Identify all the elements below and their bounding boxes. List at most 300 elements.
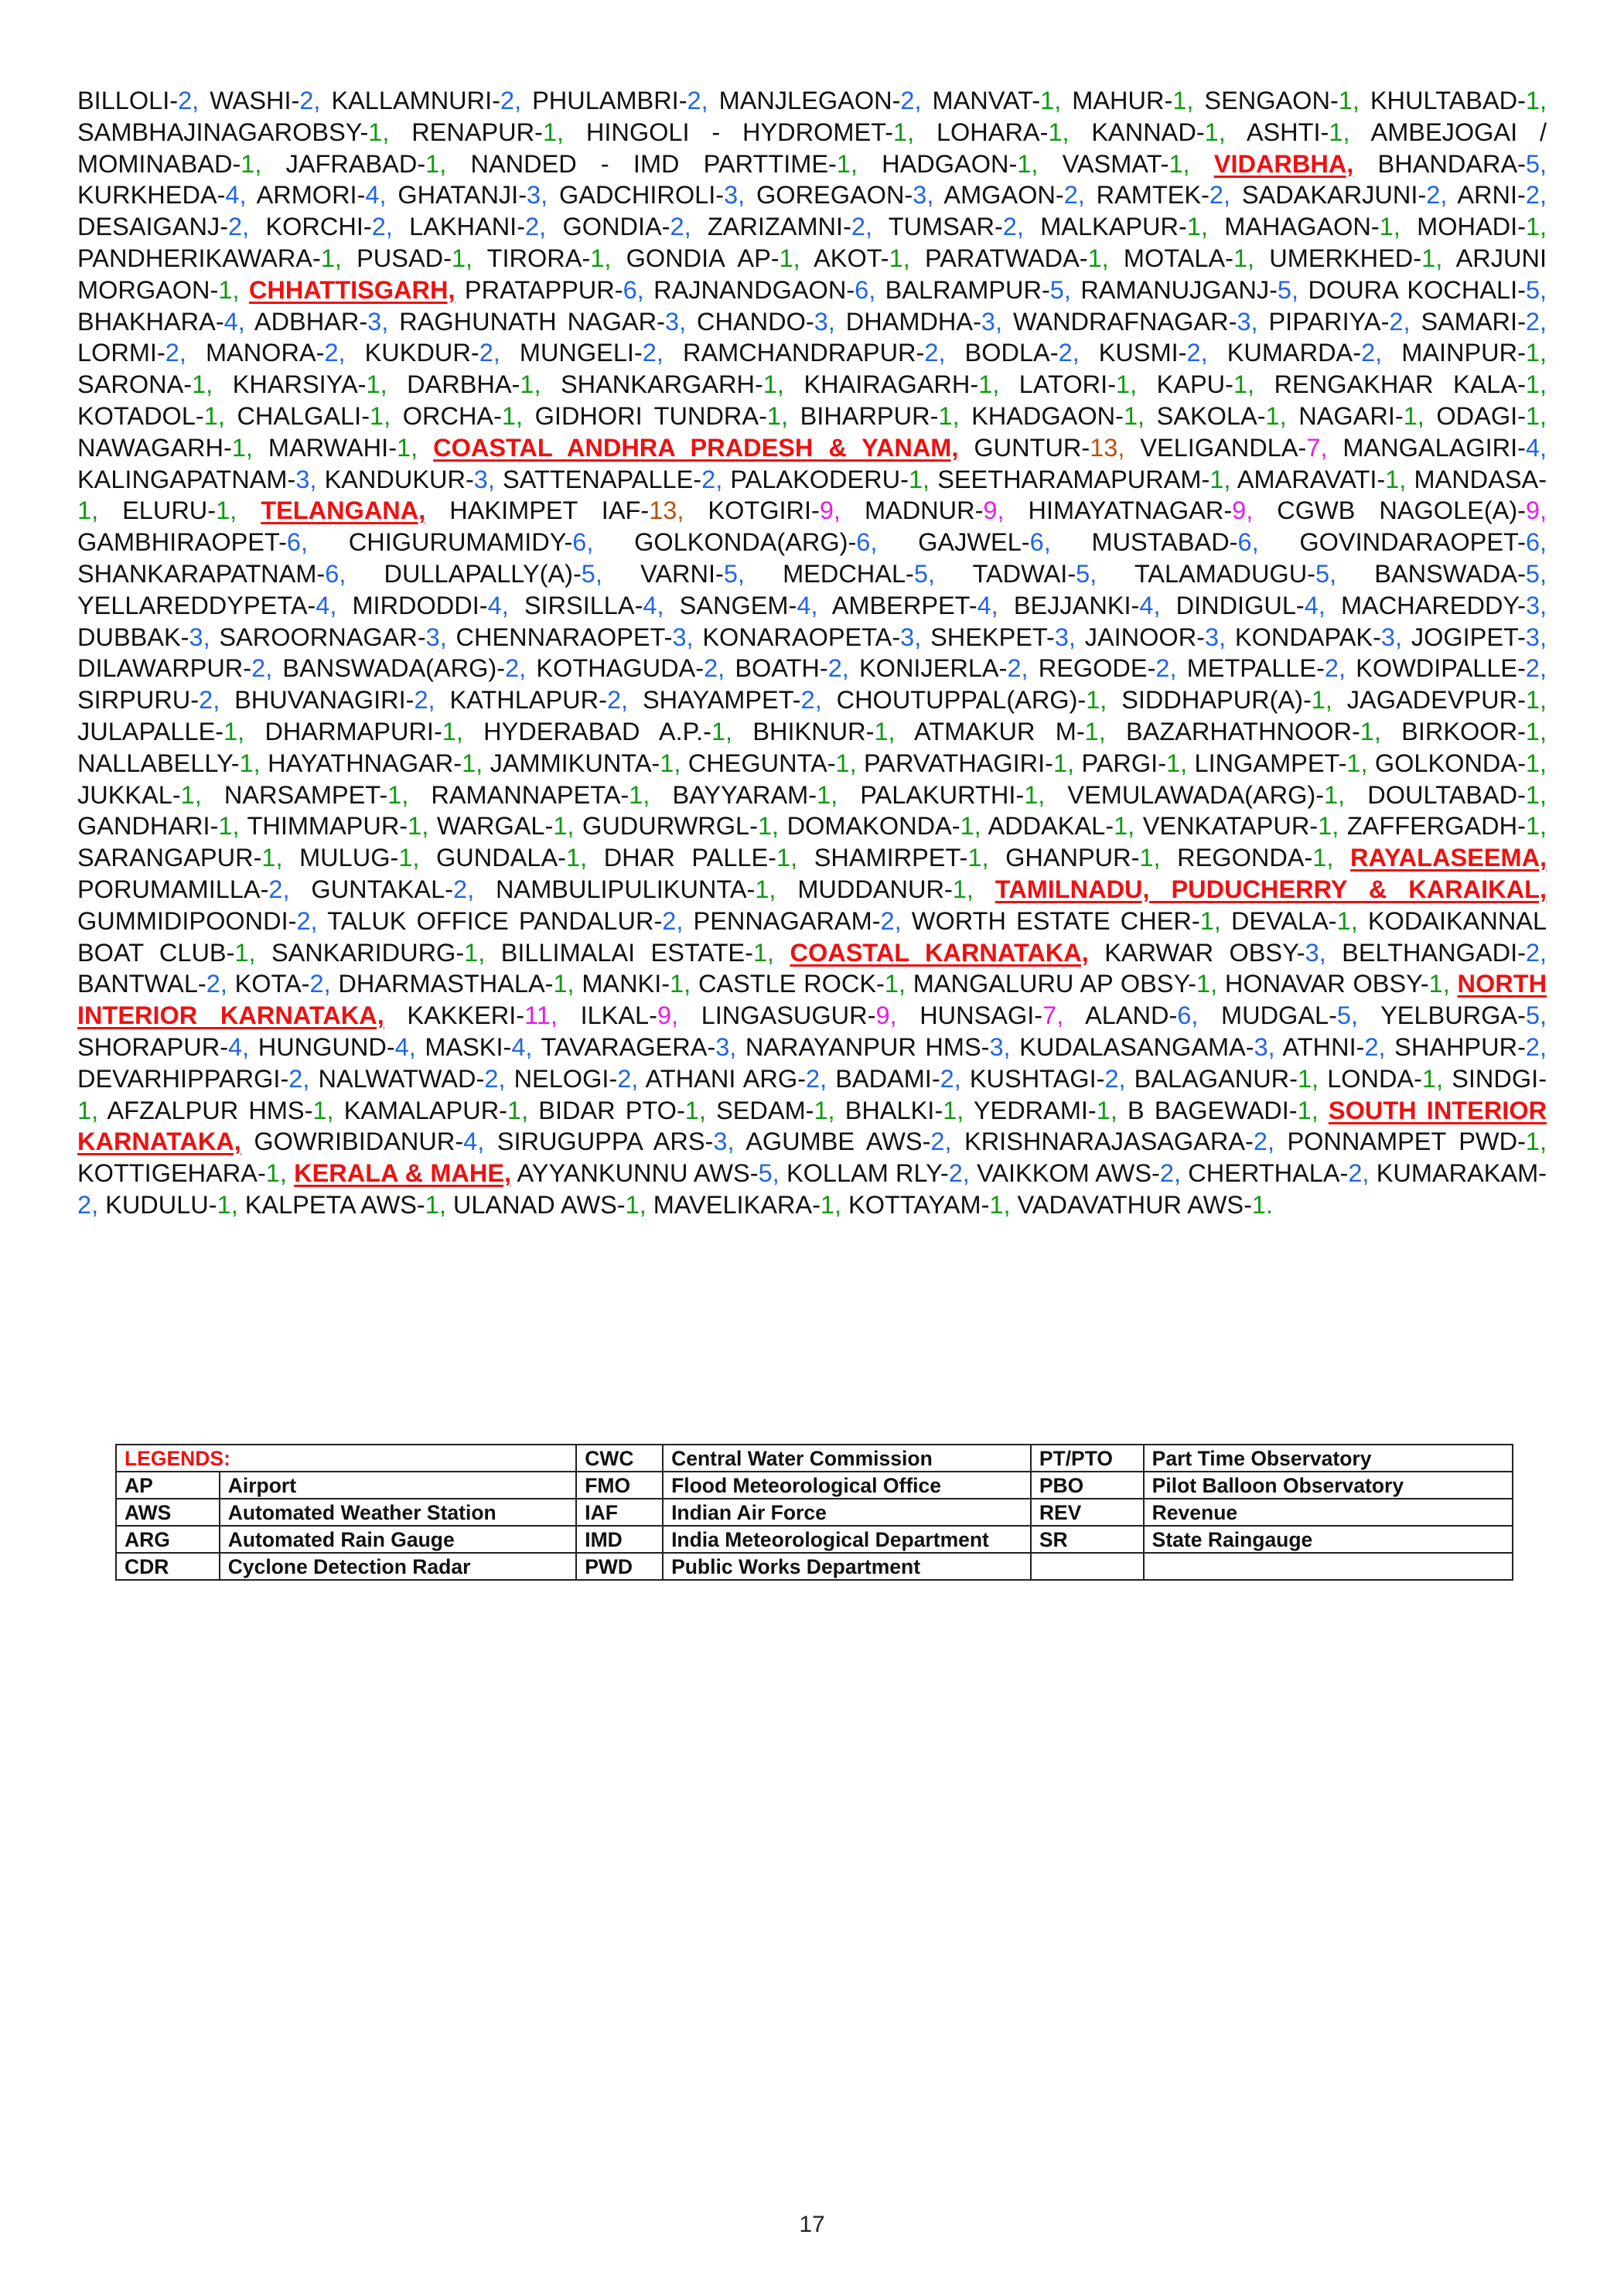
station-entry: KONARAOPETA-3, <box>702 623 922 651</box>
station-rainfall-value: 2 <box>299 87 314 114</box>
station-name: GONDIA <box>562 213 662 241</box>
station-entry: MARWAHI-1, <box>268 433 418 462</box>
station-entry: DOULTABAD-1, <box>1367 780 1547 809</box>
station-name: YELBURGA <box>1380 1001 1518 1030</box>
station-name: B BAGEWADI <box>1128 1096 1289 1124</box>
station-entry: VELIGANDLA-7, <box>1140 433 1328 462</box>
station-name: DHAR PALLE <box>603 844 769 872</box>
station-entry: BAYYARAM-1, <box>672 780 838 809</box>
station-name: JOGIPET <box>1411 623 1518 651</box>
station-rainfall-value: 2 <box>940 1064 954 1093</box>
station-entry: AKOT-1, <box>814 244 910 272</box>
station-rainfall-value: 1 <box>218 275 233 304</box>
station-entry: YELBURGA-5, <box>1380 1001 1547 1030</box>
station-rainfall-value: 2 <box>251 654 266 683</box>
station-rainfall-value: 1 <box>1172 87 1187 114</box>
station-name: SHANKARAPATNAM <box>77 559 317 588</box>
station-name: GOVINDARAOPET <box>1299 528 1518 557</box>
station-name: ATHNI <box>1282 1032 1356 1061</box>
station-entry: MOHADI-1, <box>1417 213 1547 241</box>
station-rainfall-value: 3 <box>1380 623 1395 651</box>
station-entry: KANDUKUR-3, <box>324 465 495 493</box>
station-name: ADDAKAL <box>988 812 1106 841</box>
station-rainfall-value: 9 <box>1525 496 1540 525</box>
station-rainfall-value: 2 <box>1155 654 1170 683</box>
station-name: JAFRABAD <box>285 149 418 178</box>
station-rainfall-value: 1 <box>1209 465 1224 493</box>
station-entry: BALRAMPUR-5, <box>885 275 1071 304</box>
station-name: DOULTABAD <box>1367 780 1518 809</box>
station-rainfall-value: 5 <box>723 559 738 588</box>
station-entry: REGONDA-1, <box>1177 844 1334 872</box>
station-name: DHAMDHA <box>845 307 974 336</box>
legend-description: Revenue <box>1144 1499 1513 1526</box>
station-entry: GOWRIBIDANUR-4, <box>254 1128 485 1156</box>
station-rainfall-value: 9 <box>657 1001 672 1030</box>
station-rainfall-value: 1 <box>1525 812 1540 841</box>
station-entry: BEJJANKI-4, <box>1013 591 1161 619</box>
station-entry: ODAGI-1, <box>1436 401 1547 430</box>
station-rainfall-value: 1 <box>565 844 581 872</box>
station-entry: KOLLAM RLY-2, <box>786 1159 970 1188</box>
station-name: SIRPURU <box>77 686 191 715</box>
station-rainfall-value: 1 <box>1525 780 1540 809</box>
station-entry: BILLIMALAI ESTATE-1, <box>500 938 775 967</box>
station-entry: KHADGAON-1, <box>971 401 1145 430</box>
station-entry: TAVARAGERA-3, <box>541 1032 737 1061</box>
station-name: ORCHA <box>402 401 494 430</box>
station-entry: DILAWARPUR-2, <box>77 654 273 683</box>
station-rainfall-value: 1 <box>1525 339 1540 367</box>
station-name: AYYANKUNNU AWS <box>517 1159 750 1188</box>
station-rainfall-value: 2 <box>324 339 339 367</box>
station-name: KOWDIPALLE <box>1356 654 1518 683</box>
station-entry: NAMBULIPULIKUNTA-1, <box>496 875 776 903</box>
station-entry: SIRUGUPPA ARS-3, <box>496 1128 735 1156</box>
station-entry: KUDULU-1, <box>105 1190 238 1219</box>
station-rainfall-value: 3 <box>1525 623 1540 651</box>
station-rainfall-value: 4 <box>1304 591 1319 619</box>
station-rainfall-value: 1 <box>660 749 674 777</box>
station-entry: KOTTIGEHARA-1, <box>77 1159 287 1188</box>
station-entry: MUNGELI-2, <box>519 339 664 367</box>
station-name: KONIJERLA <box>859 654 999 683</box>
station-entry: PONNAMPET PWD-1, <box>1287 1128 1547 1156</box>
station-rainfall-value: 6 <box>1237 528 1252 557</box>
station-name: BHUVANAGIRI <box>234 686 406 715</box>
station-entry: VENKATAPUR-1, <box>1142 812 1339 841</box>
station-rainfall-value: 3 <box>981 307 995 336</box>
station-rainfall-value: 2 <box>1389 307 1404 336</box>
station-rainfall-value: 1 <box>1123 401 1138 430</box>
station-entry: HUNGUND-4, <box>258 1032 416 1061</box>
station-rainfall-value: 1 <box>462 749 476 777</box>
station-rainfall-value: 1 <box>1196 970 1211 998</box>
station-name: HAYATHNAGAR <box>268 749 454 777</box>
legend-abbreviation: PT/PTO <box>1031 1445 1144 1472</box>
station-name: BAZARHATHNOOR <box>1126 717 1352 745</box>
station-entry: MADNUR-9, <box>864 496 1005 525</box>
station-name: SHAMIRPET <box>814 844 960 872</box>
station-entry: GADCHIROLI-3, <box>558 181 745 210</box>
station-entry: SHAMIRPET-1, <box>814 844 989 872</box>
station-name: MAINPUR <box>1401 339 1518 367</box>
station-name: GUNDALA <box>436 844 558 872</box>
station-name: GHATANJI <box>397 181 519 210</box>
station-name: AFZALPUR HMS <box>107 1096 305 1124</box>
station-rainfall-value: 1 <box>1346 749 1361 777</box>
station-name: SARONA <box>77 370 184 399</box>
station-rainfall-list <box>77 85 1547 1221</box>
station-rainfall-value: 1 <box>1297 1064 1312 1093</box>
station-name: ARMORI <box>256 181 357 210</box>
station-rainfall-value: 3 <box>1305 938 1319 967</box>
station-entry: SIRPURU-2, <box>77 686 220 715</box>
station-rainfall-value: 6 <box>572 528 587 557</box>
legend-description: Flood Meteorological Office <box>663 1472 1031 1499</box>
station-entry: SENGAON-1, <box>1204 87 1360 114</box>
station-name: WANDRAFNAGAR <box>1012 307 1229 336</box>
station-rainfall-value: 1 <box>218 812 233 841</box>
station-entry: TUMSAR-2, <box>888 213 1024 241</box>
station-rainfall-value: 2 <box>414 686 428 715</box>
station-rainfall-value: 3 <box>527 181 541 210</box>
station-name: GIDHORI TUNDRA <box>534 401 759 430</box>
station-rainfall-value: 1 <box>1040 87 1055 114</box>
station-rainfall-value: 3 <box>1237 307 1251 336</box>
station-rainfall-value: 1 <box>625 1190 640 1219</box>
station-name: DEVARHIPPARGI <box>77 1064 281 1093</box>
station-entry: UMERKHED-1, <box>1269 244 1443 272</box>
legend-abbreviation: PWD <box>576 1553 663 1580</box>
station-entry: CHANDO-3, <box>697 307 835 336</box>
station-entry: PHULAMBRI-2, <box>532 87 708 114</box>
station-entry: ADDAKAL-1, <box>988 812 1135 841</box>
station-rainfall-value: 5 <box>1315 559 1330 588</box>
station-rainfall-value: 1 <box>1199 906 1214 935</box>
station-name: MANKI <box>582 970 662 998</box>
station-name: MANVAT <box>932 87 1032 114</box>
station-name: UMERKHED <box>1269 244 1414 272</box>
station-rainfall-value: 2 <box>1525 181 1540 210</box>
station-name: BALAGANUR <box>1134 1064 1290 1093</box>
station-rainfall-value: 3 <box>664 307 680 336</box>
station-name: KAKKERI <box>407 1001 517 1030</box>
station-rainfall-value: 1 <box>1312 844 1327 872</box>
station-entry: SHANKARAPATNAM-6, <box>77 559 346 588</box>
station-rainfall-value: 1 <box>967 844 982 872</box>
station-entry: KAMALAPUR-1, <box>343 1096 529 1124</box>
station-entry: BHALKI-1, <box>844 1096 964 1124</box>
station-name: ARNI <box>1457 181 1518 210</box>
station-rainfall-value: 1 <box>1233 244 1248 272</box>
station-name: NELOGI <box>513 1064 609 1093</box>
station-rainfall-value: 2 <box>827 654 842 683</box>
station-rainfall-value: 1 <box>684 1096 699 1124</box>
station-entry: ASHTI-1, <box>1246 118 1350 146</box>
station-entry: CHOUTUPPAL(ARG)-1, <box>836 686 1107 715</box>
station-name: LINGAMPET <box>1194 749 1339 777</box>
station-name: KOTGIRI <box>708 496 812 525</box>
station-entry: ARMORI-4, <box>256 181 387 210</box>
station-rainfall-value: 1 <box>231 433 246 462</box>
station-entry: ILKAL-9, <box>580 1001 679 1030</box>
station-name: KONDAPAK <box>1234 623 1373 651</box>
station-entry: LORMI-2, <box>77 339 186 367</box>
station-rainfall-value: 1 <box>180 780 195 809</box>
station-name: BALRAMPUR <box>885 275 1042 304</box>
station-name: VADAVATHUR AWS <box>1017 1190 1244 1219</box>
station-name: BANSWADA(ARG) <box>282 654 497 683</box>
legend-description: Public Works Department <box>663 1553 1031 1580</box>
station-rainfall-value: 2 <box>1525 938 1540 967</box>
station-rainfall-value: 2 <box>178 87 193 114</box>
station-rainfall-value: 3 <box>1525 591 1540 619</box>
station-rainfall-value: 1 <box>1422 1064 1437 1093</box>
station-name: WORTH ESTATE CHER <box>911 906 1192 935</box>
station-name: GUMMIDIPOONDI <box>77 906 288 935</box>
station-entry: RAGHUNATH NAGAR-3, <box>399 307 687 336</box>
station-rainfall-value: 1 <box>442 717 456 745</box>
station-rainfall-value: 1 <box>1324 780 1339 809</box>
station-entry: SEETHARAMAPURAM-1, <box>937 465 1231 493</box>
station-name: WARGAL <box>436 812 545 841</box>
station-entry: SEDAM-1, <box>716 1096 835 1124</box>
station-entry: KARWAR OBSY-3, <box>1104 938 1326 967</box>
region-heading: COASTAL KARNATAKA, <box>790 938 1089 967</box>
station-entry: GONDIA-2, <box>562 213 691 241</box>
station-entry: DOURA KOCHALI-5, <box>1308 275 1547 304</box>
station-rainfall-value: 2 <box>371 213 386 241</box>
station-name: SHAHPUR <box>1394 1032 1518 1061</box>
region-heading: CHHATTISGARH, <box>248 275 455 304</box>
station-rainfall-value: 5 <box>581 559 595 588</box>
station-rainfall-value: 4 <box>223 307 238 336</box>
station-name: GADCHIROLI <box>558 181 716 210</box>
station-rainfall-value: 1 <box>766 401 781 430</box>
station-entry: CHALGALI-1, <box>237 401 391 430</box>
station-name: LAKHANI <box>409 213 517 241</box>
station-rainfall-value: 1 <box>501 401 517 430</box>
station-name: DINDIGUL <box>1175 591 1296 619</box>
station-rainfall-value: 1 <box>752 938 768 967</box>
station-rainfall-value: 2 <box>1361 339 1376 367</box>
station-name: PALAKODERU <box>730 465 901 493</box>
station-entry: TIRORA-1, <box>486 244 612 272</box>
station-entry: GHATANJI-3, <box>397 181 548 210</box>
station-entry: DUBBAK-3, <box>77 623 210 651</box>
station-entry: CASTLE ROCK-1, <box>698 970 906 998</box>
station-entry: KUKDUR-2, <box>364 339 500 367</box>
station-entry: RENAPUR-1, <box>411 118 565 146</box>
station-entry: TADWAI-5, <box>972 559 1097 588</box>
station-rainfall-value: 1 <box>763 370 777 399</box>
station-name: YEDRAMI <box>973 1096 1088 1124</box>
station-rainfall-value: 1 <box>1251 1190 1266 1219</box>
station-name: KHADGAON <box>971 401 1116 430</box>
station-name: KUSMI <box>1098 339 1179 367</box>
station-rainfall-value: 1 <box>1385 465 1400 493</box>
station-rainfall-value: 2 <box>309 970 324 998</box>
station-name: NARAYANPUR HMS <box>745 1032 981 1061</box>
station-rainfall-value: 2 <box>687 87 701 114</box>
station-name: HUNSAGI <box>919 1001 1035 1030</box>
station-entry: ATHANI ARG-2, <box>645 1064 827 1093</box>
station-name: RAJNANDGAON <box>653 275 847 304</box>
station-entry: GOREGAON-3, <box>756 181 934 210</box>
station-name: TADWAI <box>972 559 1068 588</box>
station-entry: HUNSAGI-7, <box>919 1001 1064 1030</box>
station-name: DOMAKONDA <box>786 812 952 841</box>
station-rainfall-value: 4 <box>797 591 811 619</box>
station-name: HONAVAR OBSY <box>1224 970 1421 998</box>
station-rainfall-value: 1 <box>192 370 206 399</box>
station-entry: MAVELIKARA-1, <box>653 1190 842 1219</box>
station-rainfall-value: 1 <box>1166 749 1181 777</box>
station-name: DULLAPALLY(A) <box>384 559 573 588</box>
station-entry: AGUMBE AWS-2, <box>745 1128 952 1156</box>
station-entry: DARBHA-1, <box>407 370 541 399</box>
station-name: KOTTAYAM <box>848 1190 981 1219</box>
station-name: GONDIA AP <box>626 244 771 272</box>
station-rainfall-value: 3 <box>473 465 488 493</box>
station-entry: YEDRAMI-1, <box>973 1096 1117 1124</box>
station-rainfall-value: 1 <box>908 465 923 493</box>
station-rainfall-value: 7 <box>1306 433 1321 462</box>
station-entry: SANGEM-4, <box>679 591 818 619</box>
station-entry: ALAND-6, <box>1085 1001 1199 1030</box>
station-rainfall-value: 1 <box>1428 970 1443 998</box>
legend-abbreviation: IMD <box>576 1526 663 1553</box>
station-name: BAYYARAM <box>672 780 809 809</box>
station-entry: JUKKAL-1, <box>77 780 202 809</box>
station-entry: PRATAPPUR-6, <box>464 275 644 304</box>
station-name: BIRKOOR <box>1401 717 1518 745</box>
station-entry: SATTENAPALLE-2, <box>503 465 723 493</box>
station-name: MULUG <box>299 844 391 872</box>
station-name: VELIGANDLA <box>1140 433 1298 462</box>
station-name: HAKIMPET IAF <box>449 496 641 525</box>
station-name: NAGARI <box>1298 401 1395 430</box>
station-name: JAMMIKUNTA <box>490 749 652 777</box>
station-name: MASKI <box>425 1032 503 1061</box>
legend-description: Central Water Commission <box>663 1445 1031 1472</box>
station-rainfall-value: 3 <box>672 623 687 651</box>
station-name: METPALLE <box>1186 654 1317 683</box>
station-name: GHANPUR <box>1005 844 1131 872</box>
station-entry: ARNI-2, <box>1457 181 1547 210</box>
station-entry: METPALLE-2, <box>1186 654 1346 683</box>
station-entry: B BAGEWADI-1, <box>1128 1096 1319 1124</box>
station-entry: MULUG-1, <box>299 844 420 872</box>
station-entry: ARJUNI MORGAON-1, <box>77 244 1547 304</box>
station-rainfall-value: 6 <box>1525 528 1540 557</box>
station-rainfall-value: 1 <box>1525 87 1540 114</box>
station-name: KUSHTAGI <box>969 1064 1097 1093</box>
station-name: THIMMAPUR <box>247 812 400 841</box>
station-entry: GAJWEL-6, <box>918 528 1051 557</box>
station-entry: AFZALPUR HMS-1, <box>107 1096 334 1124</box>
station-rainfall-value: 1 <box>203 401 218 430</box>
station-entry: KONIJERLA-2, <box>859 654 1029 683</box>
station-entry: DEVARHIPPARGI-2, <box>77 1064 310 1093</box>
station-name: PANDHERIKAWARA <box>77 244 312 272</box>
station-entry: DEVALA-1, <box>1230 906 1358 935</box>
station-rainfall-value: 4 <box>365 181 380 210</box>
station-name: KOTTIGEHARA <box>77 1159 258 1188</box>
station-name: GAJWEL <box>918 528 1022 557</box>
station-entry: PENNAGARAM-2, <box>693 906 902 935</box>
station-rainfall-value: 13 <box>1090 433 1118 462</box>
station-name: CHEGUNTA <box>687 749 827 777</box>
station-entry: SINDGI-1, <box>77 1064 1547 1124</box>
station-rainfall-value: 2 <box>670 213 684 241</box>
station-name: PORUMAMILLA <box>77 875 261 903</box>
station-entry: MANKI-1, <box>582 970 691 998</box>
station-rainfall-value: 1 <box>265 1159 280 1188</box>
region-heading: TELANGANA, <box>261 496 426 525</box>
station-rainfall-value: 1 <box>1525 1128 1540 1156</box>
station-rainfall-value: 3 <box>1205 623 1220 651</box>
station-entry: KOTA-2, <box>234 970 331 998</box>
station-name: KALPETA AWS <box>244 1190 417 1219</box>
station-name: SENGAON <box>1204 87 1330 114</box>
station-name: SANGEM <box>679 591 789 619</box>
station-rainfall-value: 1 <box>1311 686 1325 715</box>
station-name: ARJUNI MORGAON <box>77 244 1547 304</box>
station-rainfall-value: 2 <box>228 213 243 241</box>
station-entry: GUNTUR-13, <box>974 433 1125 462</box>
station-rainfall-value: 1 <box>1114 812 1128 841</box>
station-rainfall-value: 1 <box>779 244 793 272</box>
station-entry: SAROORNAGAR-3, <box>219 623 447 651</box>
station-rainfall-value: 6 <box>286 528 301 557</box>
station-name: BEJJANKI <box>1013 591 1131 619</box>
station-name: NARSAMPET <box>223 780 380 809</box>
legend-description: Part Time Observatory <box>1144 1445 1513 1472</box>
station-name: MANORA <box>205 339 316 367</box>
station-rainfall-value: 2 <box>930 1128 945 1156</box>
station-name: GOWRIBIDANUR <box>254 1128 455 1156</box>
station-rainfall-value: 1 <box>960 812 974 841</box>
station-rainfall-value: 2 <box>1159 1159 1174 1188</box>
region-heading: NORTH INTERIOR KARNATAKA, <box>77 970 1547 1030</box>
legend-abbreviation: IAF <box>576 1499 663 1526</box>
station-rainfall-value: 6 <box>855 275 869 304</box>
station-rainfall-value: 1 <box>425 1190 439 1219</box>
station-entry: AMARAVATI-1, <box>1237 465 1407 493</box>
station-name: SAMARI <box>1421 307 1518 336</box>
station-rainfall-value: 1 <box>1084 717 1099 745</box>
station-rainfall-value: 1 <box>938 401 953 430</box>
station-rainfall-value: 1 <box>366 370 380 399</box>
station-entry: JOGIPET-3, <box>1411 623 1547 651</box>
station-entry: GOLKONDA(ARG)-6, <box>634 528 878 557</box>
legend-description: State Raingauge <box>1144 1526 1513 1553</box>
station-name: GOREGAON <box>756 181 905 210</box>
station-rainfall-value: 1 <box>1186 213 1201 241</box>
station-rainfall-value: 1 <box>836 149 851 178</box>
station-name: PIPARIYA <box>1268 307 1381 336</box>
station-entry: BHUVANAGIRI-2, <box>234 686 435 715</box>
station-name: SAKOLA <box>1156 401 1257 430</box>
station-name: AMGAON <box>943 181 1056 210</box>
station-rainfall-value: 2 <box>851 213 865 241</box>
station-entry: LAKHANI-2, <box>409 213 547 241</box>
station-name: CHENNARAOPET <box>455 623 664 651</box>
station-name: KARWAR OBSY <box>1104 938 1297 967</box>
legend-description: India Meteorological Department <box>663 1526 1031 1553</box>
